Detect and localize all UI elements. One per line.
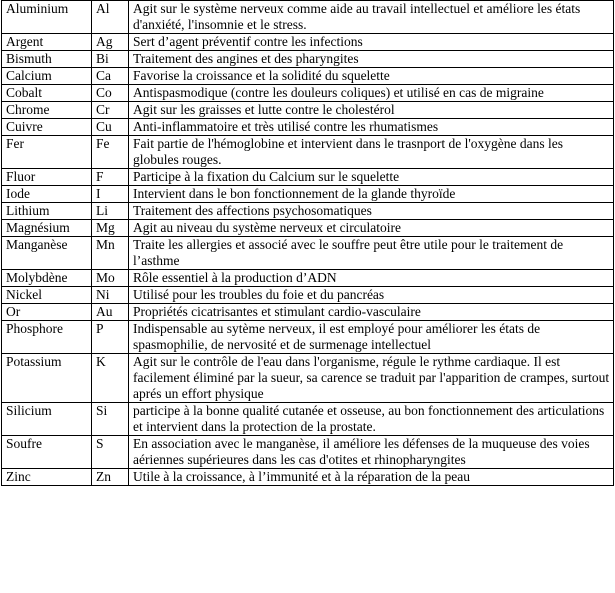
table-row bbox=[2, 169, 614, 186]
mineral-description: Agit sur le contrôle de l'eau dans l'organisme, régule le rythme cardiaque. Il est facilement éliminé par la sueur, sa carence se traduit par l'apparition de crampes, surtout aprés un effort physique bbox=[129, 354, 614, 403]
mineral-symbol: Ni bbox=[92, 287, 129, 304]
minerals-table bbox=[1, 0, 614, 486]
mineral-description: Agit au niveau du système nerveux et circulatoire bbox=[129, 220, 614, 237]
mineral-name: Fluor bbox=[2, 169, 92, 186]
mineral-name: Zinc bbox=[2, 469, 92, 486]
mineral-symbol: Ag bbox=[92, 34, 129, 51]
table-row bbox=[2, 321, 614, 354]
mineral-name: Cobalt bbox=[2, 85, 92, 102]
mineral-name: Bismuth bbox=[2, 51, 92, 68]
mineral-description: Traitement des affections psychosomatiques bbox=[129, 203, 614, 220]
table-row bbox=[2, 436, 614, 469]
mineral-symbol: Zn bbox=[92, 469, 129, 486]
mineral-description: Indispensable au sytème nerveux, il est employé pour améliorer les états de spasmophilie, de nervosité et de surmenage intellectuel bbox=[129, 321, 614, 354]
mineral-description: Antispasmodique (contre les douleurs coliques) et utilisé en cas de migraine bbox=[129, 85, 614, 102]
mineral-description: Fait partie de l'hémoglobine et intervient dans le trasnport de l'oxygène dans les globules rouges. bbox=[129, 136, 614, 169]
table-row bbox=[2, 34, 614, 51]
table-row bbox=[2, 287, 614, 304]
table-row bbox=[2, 270, 614, 287]
mineral-description: Traite les allergies et associé avec le souffre peut être utile pour le traitement de l’asthme bbox=[129, 237, 614, 270]
mineral-symbol: Li bbox=[92, 203, 129, 220]
table-row bbox=[2, 51, 614, 68]
table-row bbox=[2, 119, 614, 136]
minerals-table-body bbox=[2, 1, 614, 486]
mineral-symbol: Mn bbox=[92, 237, 129, 270]
mineral-description: Favorise la croissance et la solidité du squelette bbox=[129, 68, 614, 85]
mineral-symbol: Mg bbox=[92, 220, 129, 237]
mineral-name: Calcium bbox=[2, 68, 92, 85]
mineral-symbol: Mo bbox=[92, 270, 129, 287]
mineral-name: Lithium bbox=[2, 203, 92, 220]
table-row bbox=[2, 68, 614, 85]
table-row bbox=[2, 403, 614, 436]
mineral-name: Silicium bbox=[2, 403, 92, 436]
mineral-symbol: Al bbox=[92, 1, 129, 34]
mineral-name: Magnésium bbox=[2, 220, 92, 237]
mineral-name: Manganèse bbox=[2, 237, 92, 270]
table-row bbox=[2, 1, 614, 34]
mineral-description: Agit sur le système nerveux comme aide au travail intellectuel et améliore les états d'anxiété, l'insomnie et le stress. bbox=[129, 1, 614, 34]
table-row bbox=[2, 237, 614, 270]
mineral-description: Rôle essentiel à la production d’ADN bbox=[129, 270, 614, 287]
mineral-symbol: Si bbox=[92, 403, 129, 436]
mineral-description: Utile à la croissance, à l’immunité et à la réparation de la peau bbox=[129, 469, 614, 486]
table-row bbox=[2, 304, 614, 321]
mineral-description: Participe à la fixation du Calcium sur le squelette bbox=[129, 169, 614, 186]
table-row bbox=[2, 220, 614, 237]
mineral-symbol: P bbox=[92, 321, 129, 354]
mineral-symbol: Fe bbox=[92, 136, 129, 169]
mineral-name: Or bbox=[2, 304, 92, 321]
mineral-description: Traitement des angines et des pharyngites bbox=[129, 51, 614, 68]
mineral-description: Utilisé pour les troubles du foie et du pancréas bbox=[129, 287, 614, 304]
mineral-name: Fer bbox=[2, 136, 92, 169]
mineral-symbol: K bbox=[92, 354, 129, 403]
table-row bbox=[2, 203, 614, 220]
table-row bbox=[2, 186, 614, 203]
mineral-name: Chrome bbox=[2, 102, 92, 119]
mineral-description: Anti-inflammatoire et très utilisé contre les rhumatismes bbox=[129, 119, 614, 136]
mineral-symbol: S bbox=[92, 436, 129, 469]
mineral-name: Potassium bbox=[2, 354, 92, 403]
mineral-symbol: F bbox=[92, 169, 129, 186]
mineral-description: participe à la bonne qualité cutanée et osseuse, au bon fonctionnement des articulations et intervient dans la protection de la prostate. bbox=[129, 403, 614, 436]
mineral-symbol: Bi bbox=[92, 51, 129, 68]
mineral-name: Iode bbox=[2, 186, 92, 203]
mineral-description: Intervient dans le bon fonctionnement de la glande thyroïde bbox=[129, 186, 614, 203]
mineral-name: Aluminium bbox=[2, 1, 92, 34]
mineral-name: Argent bbox=[2, 34, 92, 51]
mineral-name: Cuivre bbox=[2, 119, 92, 136]
table-row bbox=[2, 85, 614, 102]
mineral-name: Nickel bbox=[2, 287, 92, 304]
mineral-symbol: Cu bbox=[92, 119, 129, 136]
mineral-symbol: Ca bbox=[92, 68, 129, 85]
table-row bbox=[2, 136, 614, 169]
mineral-symbol: Cr bbox=[92, 102, 129, 119]
mineral-name: Soufre bbox=[2, 436, 92, 469]
mineral-description: En association avec le manganèse, il améliore les défenses de la muqueuse des voies aériennes supérieures dans les cas d'otites et rhinopharyngites bbox=[129, 436, 614, 469]
mineral-description: Sert d’agent préventif contre les infections bbox=[129, 34, 614, 51]
table-row bbox=[2, 469, 614, 486]
mineral-description: Propriétés cicatrisantes et stimulant cardio-vasculaire bbox=[129, 304, 614, 321]
mineral-symbol: Au bbox=[92, 304, 129, 321]
table-row bbox=[2, 102, 614, 119]
mineral-description: Agit sur les graisses et lutte contre le cholestérol bbox=[129, 102, 614, 119]
mineral-name: Molybdène bbox=[2, 270, 92, 287]
mineral-name: Phosphore bbox=[2, 321, 92, 354]
mineral-symbol: Co bbox=[92, 85, 129, 102]
mineral-symbol: I bbox=[92, 186, 129, 203]
table-row bbox=[2, 354, 614, 403]
